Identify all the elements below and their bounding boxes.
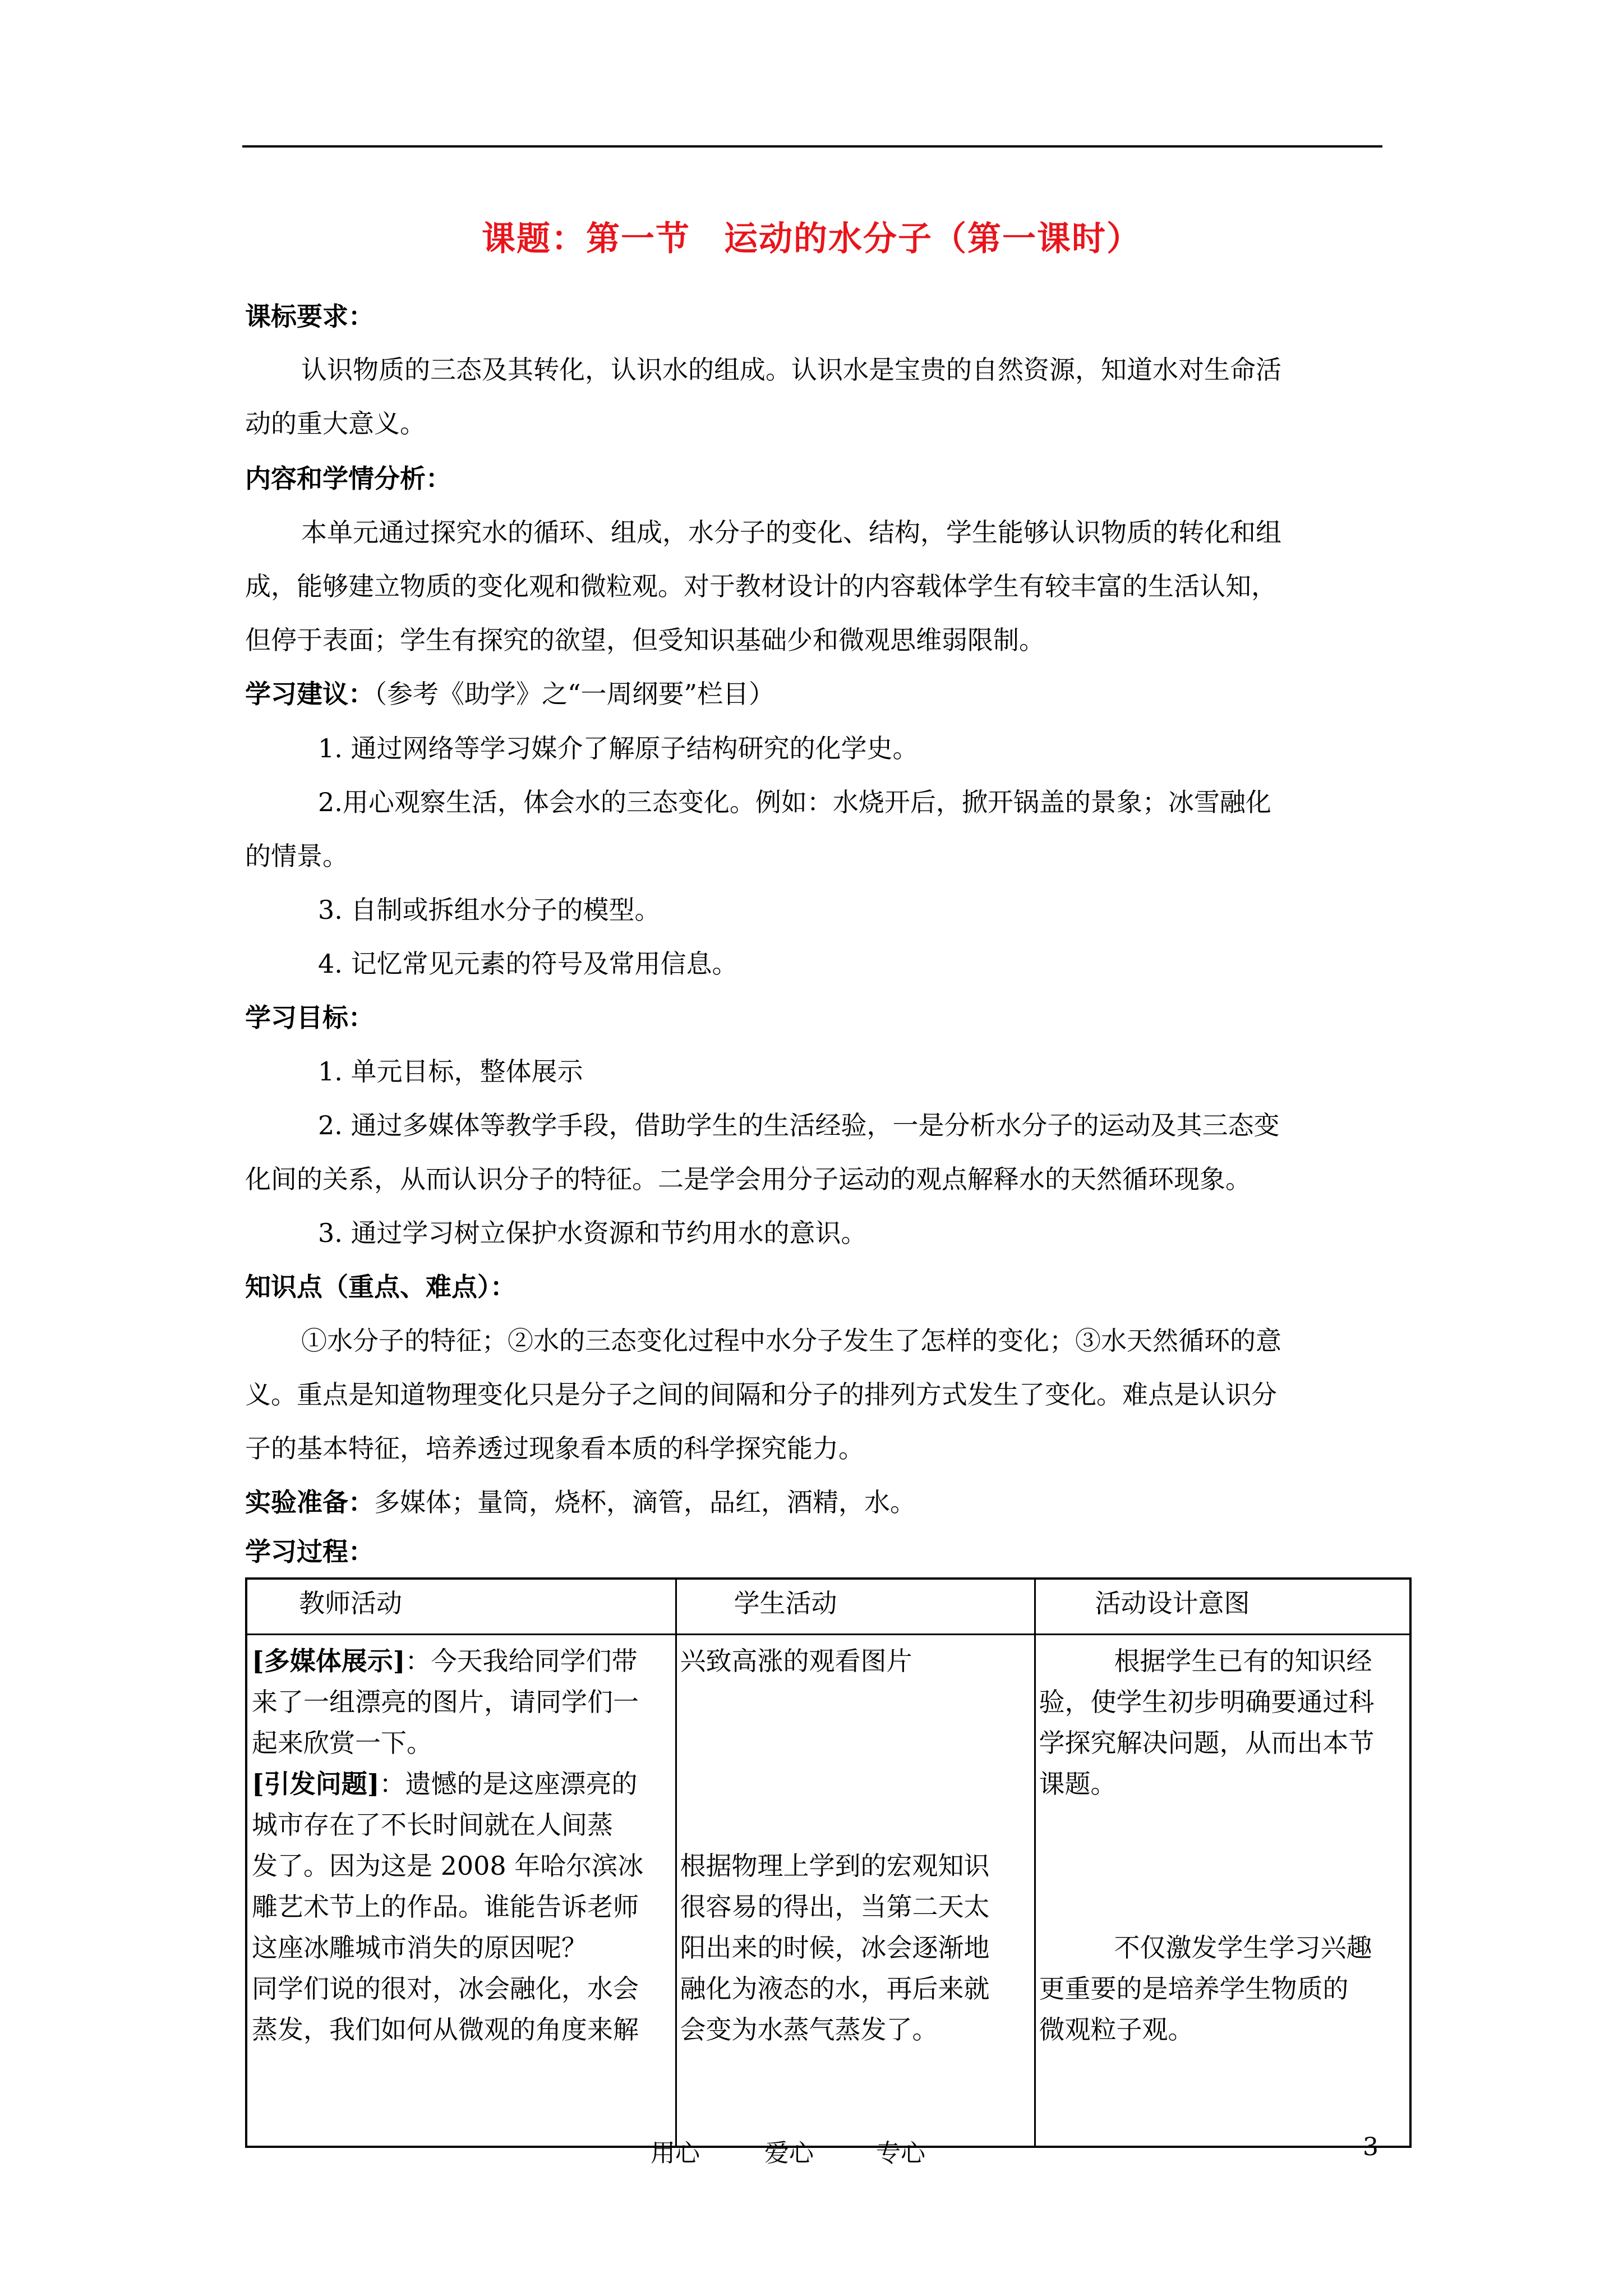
objective-item-2: 2. 通过多媒体等教学手段，借助学生的生活经验，一是分析水分子的运动及其三态变 bbox=[318, 1110, 1280, 1140]
suggestion-item-4: 4. 记忆常见元素的符号及常用信息。 bbox=[318, 949, 738, 979]
intent-line-2: 验，使学生初步明确要通过科 bbox=[1039, 1687, 1375, 1717]
footer-motto-1: 用心 bbox=[651, 2139, 700, 2168]
curriculum-heading: 课标要求： bbox=[245, 301, 374, 332]
multimedia-tag: [多媒体展示] bbox=[252, 1646, 405, 1676]
student-line-2: 根据物理上学到的宏观知识 bbox=[680, 1851, 990, 1881]
analysis-line-3: 但停于表面；学生有探究的欲望，但受知识基础少和微观思维弱限制。 bbox=[245, 625, 1045, 655]
footer-motto-3: 专心 bbox=[876, 2139, 925, 2168]
teacher-line-3: 起来欣赏一下。 bbox=[252, 1728, 432, 1758]
teacher-line-8: 这座冰雕城市消失的原因呢？ bbox=[252, 1932, 587, 1963]
prep-text: 多媒体；量筒，烧杯，滴管，品红，酒精，水。 bbox=[374, 1487, 916, 1517]
keypoints-line-3: 子的基本特征，培养透过现象看本质的科学探究能力。 bbox=[245, 1433, 864, 1464]
keypoints-line-1: ①水分子的特征；②水的三态变化过程中水分子发生了怎样的变化；③水天然循环的意 bbox=[301, 1326, 1281, 1356]
teacher-line-7: 雕艺术节上的作品。谁能告诉老师 bbox=[252, 1892, 639, 1922]
intent-line-6: 更重要的是培养学生物质的 bbox=[1039, 1973, 1349, 2004]
student-activity bbox=[677, 1635, 1034, 2146]
header-cell-student bbox=[676, 1579, 1035, 1635]
header-student: 学生活动 bbox=[734, 1588, 837, 1618]
suggestion-item-2: 2.用心观察生活，体会水的三态变化。例如：水烧开后，掀开锅盖的景象；冰雪融化 bbox=[318, 787, 1271, 817]
teacher-cell bbox=[246, 1635, 676, 2147]
header-cell-teacher bbox=[246, 1579, 676, 1635]
student-line-1: 兴致高涨的观看图片 bbox=[680, 1646, 912, 1676]
suggestions-heading: 学习建议： bbox=[245, 679, 374, 709]
header-teacher: 教师活动 bbox=[299, 1588, 402, 1618]
suggestions-note: （参考《助学》之“一周纲要”栏目） bbox=[374, 679, 775, 709]
header-intent: 活动设计意图 bbox=[1095, 1588, 1250, 1618]
intent-line-4: 课题。 bbox=[1039, 1769, 1117, 1799]
curriculum-line-1: 认识物质的三态及其转化，认识水的组成。认识水是宝贵的自然资源，知道水对生命活 bbox=[301, 355, 1281, 385]
objective-item-1: 1. 单元目标，整体展示 bbox=[318, 1056, 583, 1087]
title-lesson: 课题：第一节 bbox=[482, 219, 690, 259]
intent-activity bbox=[1036, 1635, 1410, 2146]
intent-line-1: 根据学生已有的知识经 bbox=[1114, 1646, 1372, 1676]
student-line-6: 会变为水蒸气蒸发了。 bbox=[680, 2014, 938, 2045]
student-line-5: 融化为液态的水，再后来就 bbox=[680, 1973, 990, 2004]
title-topic: 运动的水分子（第一课时） bbox=[724, 219, 1141, 259]
table-header-row bbox=[246, 1579, 1410, 1635]
page-number: 3 bbox=[1363, 2133, 1378, 2161]
objective-item-3: 3. 通过学习树立保护水资源和节约用水的意识。 bbox=[318, 1218, 867, 1248]
footer-motto-2: 爱心 bbox=[764, 2139, 814, 2168]
table-row bbox=[246, 1635, 1410, 2147]
teacher-line-9: 同学们说的很对，冰会融化，水会 bbox=[252, 1973, 639, 2004]
teacher-line-4 bbox=[252, 1764, 675, 1805]
intent-line-7: 微观粒子观。 bbox=[1039, 2014, 1194, 2045]
teacher-line-6: 发了。因为这是 2008 年哈尔滨冰 bbox=[252, 1851, 644, 1881]
analysis-line-2: 成，能够建立物质的变化观和微粒观。对于教材设计的内容载体学生有较丰富的生活认知， bbox=[245, 571, 1277, 601]
intent-line-3: 学探究解决问题，从而出本节 bbox=[1039, 1728, 1375, 1758]
keypoints-heading: 知识点（重点、难点）： bbox=[245, 1272, 516, 1302]
intent-line-5: 不仅激发学生学习兴趣 bbox=[1114, 1932, 1372, 1963]
process-heading: 学习过程： bbox=[245, 1536, 374, 1567]
suggestion-item-1: 1. 通过网络等学习媒介了解原子结构研究的化学史。 bbox=[318, 733, 919, 763]
curriculum-line-2: 动的重大意义。 bbox=[245, 408, 426, 439]
question-tag: [引发问题] bbox=[252, 1769, 380, 1799]
process-table bbox=[245, 1577, 1412, 2148]
analysis-line-1: 本单元通过探究水的循环、组成，水分子的变化、结构，学生能够认识物质的转化和组 bbox=[301, 517, 1281, 547]
student-line-4: 阳出来的时候，冰会逐渐地 bbox=[680, 1932, 990, 1963]
student-line-3: 很容易的得出，当第二天太 bbox=[680, 1892, 990, 1922]
teacher-line-1 bbox=[252, 1641, 675, 1682]
prep-row bbox=[245, 1487, 916, 1518]
suggestion-item-2-cont: 的情景。 bbox=[245, 841, 348, 871]
student-cell bbox=[676, 1635, 1035, 2147]
teacher-line-1-text: ：今天我给同学们带 bbox=[405, 1646, 638, 1676]
page-title bbox=[0, 212, 1623, 260]
objectives-heading: 学习目标： bbox=[245, 1002, 374, 1033]
teacher-activity bbox=[247, 1635, 675, 2050]
teacher-line-2: 来了一组漂亮的图片，请同学们一 bbox=[252, 1687, 639, 1717]
suggestion-item-3: 3. 自制或拆组水分子的模型。 bbox=[318, 895, 661, 925]
header-cell-intent bbox=[1035, 1579, 1410, 1635]
intent-cell bbox=[1035, 1635, 1410, 2147]
teacher-line-4-text: ：遗憾的是这座漂亮的 bbox=[379, 1769, 638, 1799]
objective-item-2-cont: 化间的关系，从而认识分子的特征。二是学会用分子运动的观点解释水的天然循环现象。 bbox=[245, 1164, 1251, 1194]
teacher-line-10: 蒸发，我们如何从微观的角度来解 bbox=[252, 2014, 639, 2045]
header-rule bbox=[242, 145, 1382, 148]
prep-heading: 实验准备： bbox=[245, 1487, 374, 1517]
teacher-line-5: 城市存在了不长时间就在人间蒸 bbox=[252, 1810, 613, 1840]
keypoints-line-2: 义。重点是知道物理变化只是分子之间的间隔和分子的排列方式发生了变化。难点是认识分 bbox=[245, 1379, 1277, 1410]
analysis-heading: 内容和学情分析： bbox=[245, 463, 451, 494]
suggestions-heading-row bbox=[245, 678, 774, 710]
